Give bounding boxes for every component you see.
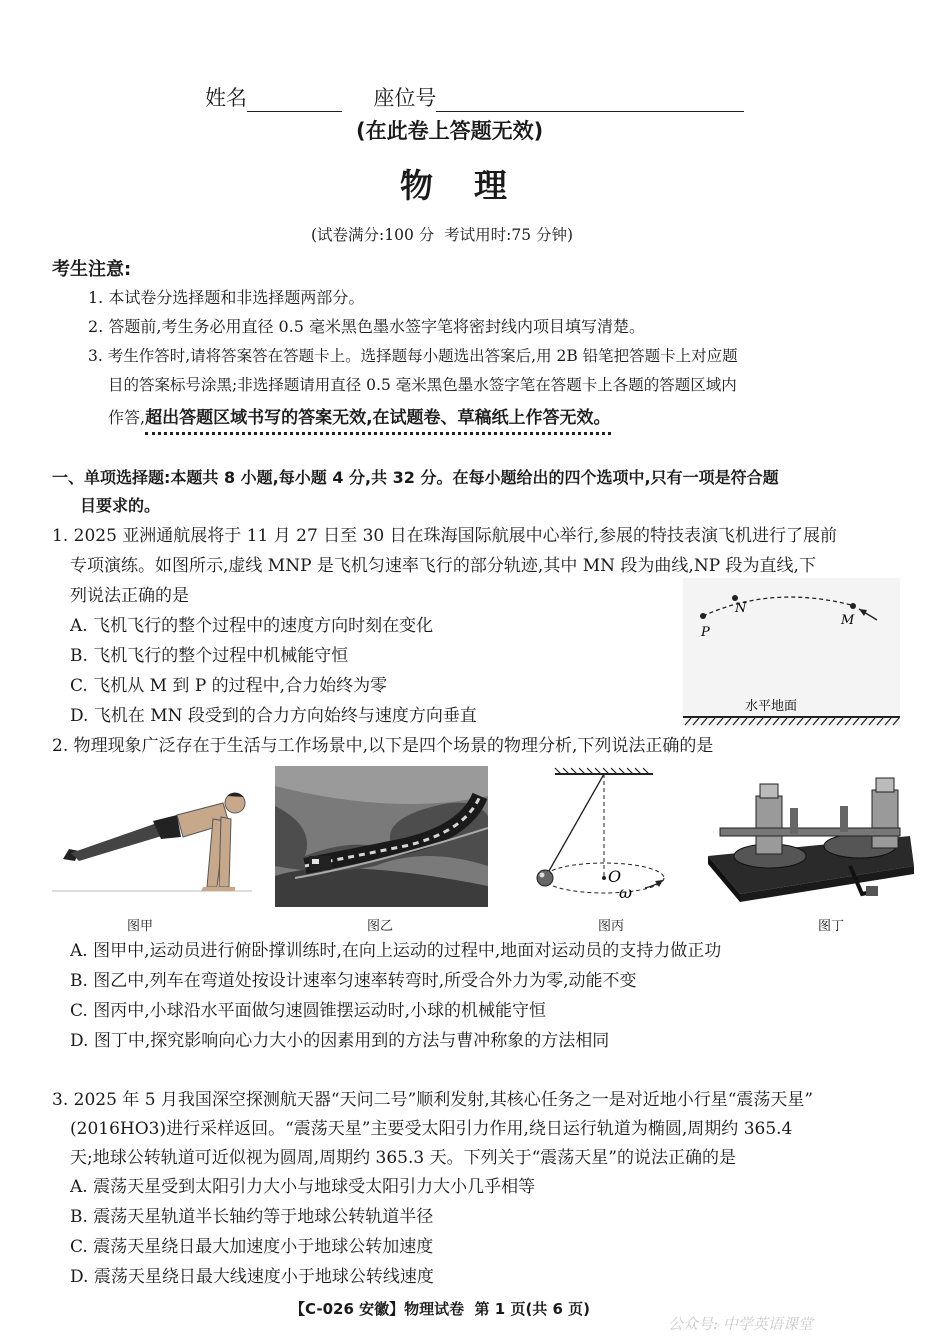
name-field [205, 82, 744, 112]
figure-yi [275, 766, 488, 907]
q3-option-d: D. 震荡天星绕日最大线速度小于地球公转线速度 [70, 1267, 434, 1287]
q2-stem: 2. 物理现象广泛存在于生活与工作场景中,以下是四个场景的物理分析,下列说法正确的是 [52, 736, 714, 756]
exam-info: (试卷满分:100 分 考试用时:75 分钟) [311, 226, 574, 244]
q2-option-d: D. 图丁中,探究影响向心力大小的因素用到的方法与曹冲称象的方法相同 [70, 1031, 610, 1051]
q3-stem-line1: 3. 2025 年 5 月我国深空探测航天器“天问二号”顺利发射,其核心任务之一是对近地小行星“震荡天星” [52, 1090, 814, 1110]
q1-stem-line3: 列说法正确的是 [70, 586, 189, 606]
notice-emphasis: 超出答题区域书写的答案无效,在试题卷、草稿纸上作答无效。 [145, 408, 610, 435]
figure-bing [525, 766, 685, 908]
q3-stem-line3: 天;地球公转轨道可近似视为圆周,周期约 365.3 天。下列关于“震荡天星”的说法正确的是 [70, 1148, 736, 1168]
label-n: N [735, 601, 747, 616]
q2-option-a: A. 图甲中,运动员进行俯卧撑训练时,在向上运动的过程中,地面对运动员的支持力做正功 [70, 941, 722, 961]
q2-option-b: B. 图乙中,列车在弯道处按设计速率匀速率转弯时,所受合外力为零,动能不变 [70, 971, 637, 991]
centripetal-apparatus [700, 766, 918, 910]
notice-item-3-prefix: 作答, [108, 408, 146, 427]
pushup-illustration [37, 763, 257, 908]
train-photo [275, 766, 488, 907]
figure-ding [700, 766, 918, 910]
point-p [700, 613, 706, 619]
q1-stem-line2: 专项演练。如图所示,虚线 MNP 是飞机匀速率飞行的部分轨迹,其中 MN 段为曲线,NP 段为直线,下 [70, 556, 816, 576]
notice-item-3-line3 [108, 403, 611, 428]
page-title: 物 理 [400, 166, 513, 205]
section1-heading-line2: 目要求的。 [80, 496, 161, 515]
q3-option-b: B. 震荡天星轨道半长轴约等于地球公转轨道半径 [70, 1207, 434, 1227]
q3-stem-line2: (2016HO3)进行采样返回。“震荡天星”主要受太阳引力作用,绕日运行轨道为椭圆,周期约 365.4 [70, 1119, 793, 1139]
watermark: 公众号: 中学英语课堂 [668, 1315, 813, 1333]
ground-label: 水平地面 [745, 699, 798, 714]
notice-item-3-line2: 目的答案标号涂黑;非选择题请用直径 0.5 毫米黑色墨水签字笔在答题卡上各题的答题区域内 [108, 376, 737, 394]
seat-blank [436, 93, 744, 112]
q1-stem-line1: 1. 2025 亚洲通航展将于 11 月 27 日至 30 日在珠海国际航展中心举行,参展的特技表演飞机进行了展前 [52, 526, 838, 546]
q3-option-c: C. 震荡天星绕日最大加速度小于地球公转加速度 [70, 1237, 434, 1257]
caption-jia: 图甲 [127, 919, 154, 934]
notice-item-3-line1: 3. 考生作答时,请将答案答在答题卡上。选择题每小题选出答案后,用 2B 铅笔把答题卡上对应题 [88, 347, 738, 365]
pendulum-ball [537, 870, 553, 886]
string [545, 774, 604, 878]
name-blank [247, 93, 342, 112]
q1-option-a: A. 飞机飞行的整个过程中的速度方向时刻在变化 [70, 616, 434, 636]
notice-item-2: 2. 答题前,考生务必用直径 0.5 毫米黑色墨水签字笔将密封线内项目填写清楚。 [88, 317, 646, 336]
q1-option-d: D. 飞机在 MN 段受到的合力方向始终与速度方向垂直 [70, 706, 477, 726]
caption-ding: 图丁 [818, 919, 845, 934]
flight-path-diagram [683, 578, 900, 726]
conical-pendulum-diagram [525, 766, 685, 908]
point-m [850, 603, 856, 609]
q3-option-a: A. 震荡天星受到太阳引力大小与地球受太阳引力大小几乎相等 [70, 1177, 536, 1197]
figure-jia [37, 763, 257, 908]
label-omega: ω [619, 883, 633, 902]
q1-option-b: B. 飞机飞行的整个过程中机械能守恒 [70, 646, 349, 666]
caption-bing: 图丙 [598, 919, 625, 934]
trajectory-mn [703, 597, 855, 616]
label-m: M [841, 613, 855, 628]
label-o: O [608, 867, 622, 886]
name-label: 姓名 [205, 86, 247, 110]
seat-label: 座位号 [373, 86, 437, 110]
q1-option-c: C. 飞机从 M 到 P 的过程中,合力始终为零 [70, 676, 388, 696]
notice-title: 考生注意: [52, 259, 132, 280]
section1-heading-line1: 一、单项选择题:本题共 8 小题,每小题 4 分,共 32 分。在每小题给出的四个选项中,只有一项是符合题 [52, 468, 779, 487]
caption-yi: 图乙 [367, 919, 394, 934]
invalid-note: (在此卷上答题无效) [356, 119, 544, 143]
page-footer: 【C-026 安徽】物理试卷 第 1 页(共 6 页) [290, 1300, 591, 1318]
ground-hatching [685, 718, 899, 725]
notice-item-1: 1. 本试卷分选择题和非选择题两部分。 [88, 288, 365, 307]
q1-figure [683, 578, 900, 726]
label-p: P [701, 625, 710, 640]
q2-option-c: C. 图丙中,小球沿水平面做匀速圆锥摆运动时,小球的机械能守恒 [70, 1001, 547, 1021]
